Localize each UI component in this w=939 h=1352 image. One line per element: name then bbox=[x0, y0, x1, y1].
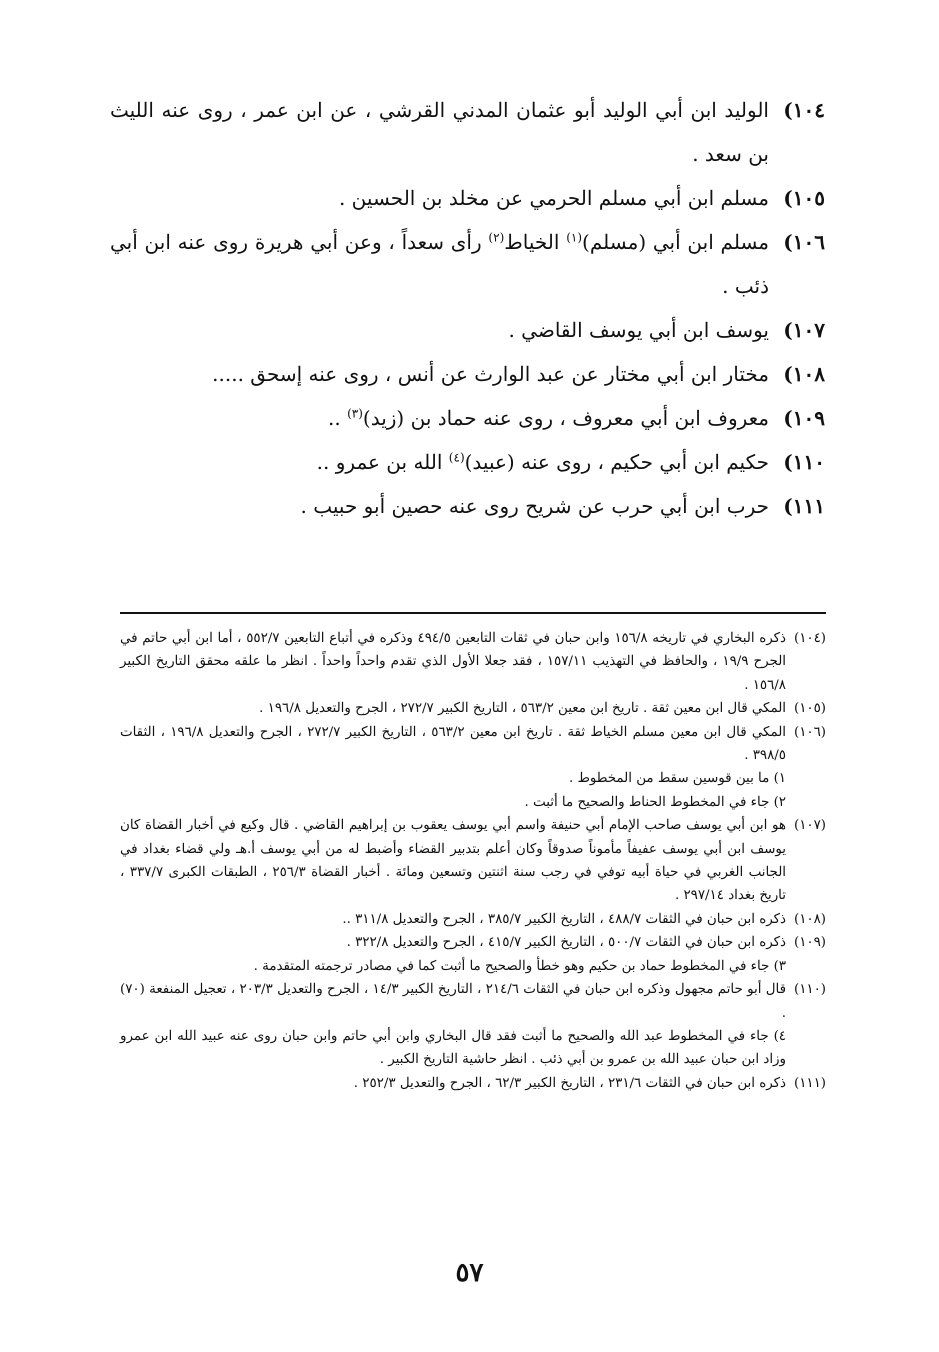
entry-109 bbox=[110, 396, 825, 440]
footnote-number: (١١٠) bbox=[793, 982, 826, 998]
entry-text: حرب ابن أبي حرب عن شريح روى عنه حصين أبو حبيب . bbox=[300, 494, 769, 518]
footnote-marker: (٤) bbox=[448, 450, 465, 465]
entry-text: مختار ابن أبي مختار عن عبد الوارث عن أنس ، روى عنه إسحق ..... bbox=[212, 362, 769, 386]
entry-number: ١٠٦) bbox=[783, 230, 825, 254]
footnote-text: المكي قال ابن معين ثقة . تاريخ ابن معين ٥٦٣/٢ ، التاريخ الكبير ٢٧٢/٧ ، الجرح والتعديل ١٩٦/٨ . bbox=[259, 701, 786, 717]
footnote-sub-2 bbox=[120, 791, 826, 814]
entry-text bbox=[110, 396, 769, 440]
footnote-text: قال أبو حاتم مجهول وذكره ابن حبان في الثقات ٢١٤/٦ ، التاريخ الكبير ١٤/٣ ، الجرح والتعديل ٢٠٣/٣ ، تعجيل المنفعة (٧٠) . bbox=[120, 982, 786, 1021]
entry-105 bbox=[110, 176, 825, 220]
footnote-sub-1 bbox=[120, 767, 826, 790]
footnote-number: (١٠٦) bbox=[793, 724, 826, 740]
entry-text-part: الخياط bbox=[504, 230, 567, 254]
footnote-marker: (٣) bbox=[347, 406, 363, 421]
footnote-sub-4 bbox=[120, 1025, 826, 1072]
footnote-text: ٤) جاء في المخطوط عبد الله والصحيح ما أثبت فقد قال البخاري وابن أبي حاتم وابن حبان روى عنه عبيد الله ابن عمرو وزاد ابن حبان عبيد الله بن عمرو بن أبي ذئب . انظر حاشية التاريخ الكبير . bbox=[120, 1028, 786, 1068]
footnote-text: ذكره ابن حبان في الثقات ٤٨٨/٧ ، التاريخ الكبير ٣٨٥/٧ ، الجرح والتعديل ٣١١/٨ .. bbox=[342, 911, 786, 927]
entry-text: يوسف ابن أبي يوسف القاضي . bbox=[508, 318, 769, 342]
entry-text-part: رأى سعداً ، وعن أبي هريرة روى عنه ابن أبي ذئب . bbox=[110, 230, 769, 298]
main-entries bbox=[110, 88, 825, 528]
footnote-text: ذكره ابن حبان في الثقات ٥٠٠/٧ ، التاريخ الكبير ٤١٥/٧ ، الجرح والتعديل ٣٢٢/٨ . bbox=[346, 935, 786, 951]
footnote-105 bbox=[120, 697, 826, 720]
footnote-109 bbox=[120, 931, 826, 954]
entry-text-part: معروف ابن أبي معروف ، روى عنه حماد بن (زيد) bbox=[362, 406, 769, 430]
footnote-text: ١) ما بين قوسين سقط من المخطوط . bbox=[568, 771, 786, 787]
footnote-number: (١٠٥) bbox=[793, 701, 826, 717]
page-number: ٥٧ bbox=[455, 1258, 484, 1288]
footnote-text: ٢) جاء في المخطوط الحناط والصحيح ما أثبت . bbox=[524, 794, 786, 810]
footnote-number: (١١١) bbox=[793, 1075, 826, 1091]
entry-111 bbox=[110, 484, 825, 528]
entry-text: الوليد ابن أبي الوليد أبو عثمان المدني القرشي ، عن ابن عمر ، روى عنه الليث بن سعد . bbox=[110, 98, 769, 166]
entry-number: ١٠٤) bbox=[783, 98, 825, 122]
footnote-text: هو ابن أبي يوسف صاحب الإمام أبي حنيفة واسم أبي يوسف يعقوب بن إبراهيم القاضي . قال وكيع في أخبار القضاة كان يوسف ابن أبي يوسف عفيفاً مأموناً صدوقاً وكان أعلم بتدبير القضاء وأضبط له من أبي يوسف أ.هـ ولي قضاء بغداد في الجانب الغربي في حياة أبيه توفي في رجب سنة اثنتين وتسعين ومائة . أخبار القضاة ٢٥٦/٣ ، الطبقات الكبرى ٣٣٧/٧ ، تاريخ بغداد ٢٩٧/١٤ . bbox=[120, 818, 786, 904]
entry-number: ١١٠) bbox=[783, 450, 825, 474]
entry-text-part: .. bbox=[328, 406, 348, 430]
footnote-111 bbox=[120, 1072, 826, 1095]
footnote-marker: (٢) bbox=[488, 230, 505, 245]
footnote-text: ذكره ابن حبان في الثقات ٢٣١/٦ ، التاريخ الكبير ٦٢/٣ ، الجرح والتعديل ٢٥٢/٣ . bbox=[353, 1075, 786, 1091]
footnote-108 bbox=[120, 908, 826, 931]
entry-text bbox=[110, 440, 769, 484]
footnote-number: (١٠٤) bbox=[793, 631, 826, 646]
entry-text bbox=[110, 220, 769, 308]
entry-number: ١٠٥) bbox=[783, 186, 825, 210]
entry-106 bbox=[110, 220, 825, 308]
entry-text: مسلم ابن أبي مسلم الحرمي عن مخلد بن الحسين . bbox=[338, 186, 769, 210]
entry-104 bbox=[110, 88, 825, 176]
footnote-text: المكي قال ابن معين مسلم الخياط ثقة . تاريخ ابن معين ٥٦٣/٢ ، التاريخ الكبير ٢٧٢/٧ ، الجرح والتعديل ١٩٦/٨ ، الثقات ٣٩٨/٥ . bbox=[120, 724, 786, 764]
footnote-separator bbox=[120, 612, 826, 614]
footnote-104 bbox=[120, 627, 826, 697]
footnote-text: ٣) جاء في المخطوط حماد بن حكيم وهو خطأ والصحيح ما أثبت كما في مصادر ترجمته المتقدمة . bbox=[253, 958, 786, 974]
entry-number: ١٠٧) bbox=[783, 318, 825, 342]
entry-number: ١٠٨) bbox=[783, 362, 825, 386]
footnotes bbox=[120, 627, 826, 1095]
entry-text-part: مسلم ابن أبي (مسلم) bbox=[582, 230, 770, 254]
footnote-number: (١٠٩) bbox=[793, 935, 826, 951]
entry-text-part: الله بن عمرو .. bbox=[316, 450, 449, 474]
footnote-number: (١٠٧) bbox=[793, 818, 826, 834]
footnote-text: ذكره البخاري في تاريخه ١٥٦/٨ وابن حبان في ثقات التابعين ٤٩٤/٥ وذكره في أتباع التابعين ٥٥٢/٧ ، أما ابن أبي حاتم في الجرح ١٩/٩ ، والحافظ في التهذيب ١٥٧/١١ ، فقد جعلا الأول الذي تقدم واحداً واحداً . انظر ما علقه محقق التاريخ الكبير ١٥٦/٨ . bbox=[120, 631, 786, 693]
footnote-sub-3 bbox=[120, 955, 826, 978]
footnote-107 bbox=[120, 814, 826, 908]
entry-text-part: حكيم ابن أبي حكيم ، روى عنه (عبيد) bbox=[464, 450, 769, 474]
entry-107 bbox=[110, 308, 825, 352]
footnote-110 bbox=[120, 978, 826, 1025]
entry-number: ١٠٩) bbox=[783, 406, 825, 430]
footnote-106 bbox=[120, 721, 826, 768]
entry-108 bbox=[110, 352, 825, 396]
footnote-number: (١٠٨) bbox=[793, 911, 826, 927]
entry-110 bbox=[110, 440, 825, 484]
entry-number: ١١١) bbox=[783, 494, 825, 518]
footnote-marker: (١) bbox=[566, 230, 583, 245]
